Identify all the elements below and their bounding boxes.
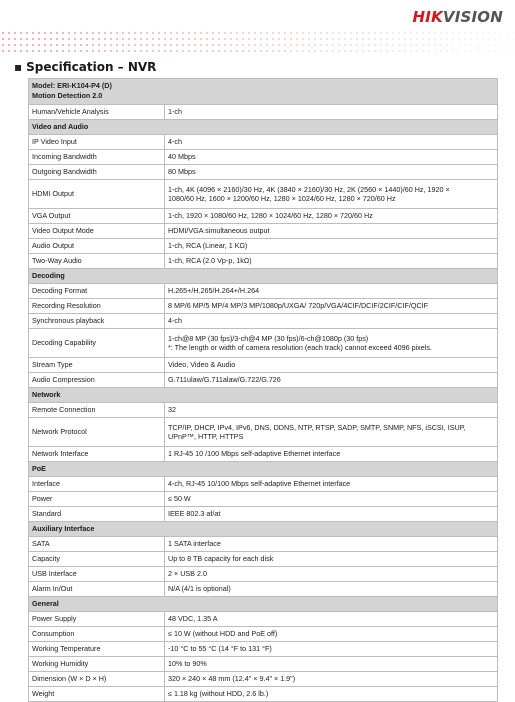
spec-value bbox=[165, 611, 498, 626]
spec-row-synchronous-playback bbox=[29, 313, 498, 328]
spec-label: Video Output Mode bbox=[29, 223, 165, 238]
spec-row-working-temperature bbox=[29, 641, 498, 656]
spec-value bbox=[165, 626, 498, 641]
spec-value bbox=[165, 551, 498, 566]
spec-row-outgoing-bandwidth bbox=[29, 164, 498, 179]
spec-value bbox=[165, 671, 498, 686]
spec-value bbox=[165, 566, 498, 581]
spec-value bbox=[165, 476, 498, 491]
spec-row-ip-video-input bbox=[29, 134, 498, 149]
spec-label: VGA Output bbox=[29, 208, 165, 223]
spec-value-line: 4-ch bbox=[168, 316, 182, 326]
hikvision-logo bbox=[413, 8, 503, 26]
section-header-decoding bbox=[29, 268, 498, 283]
spec-value bbox=[165, 402, 498, 417]
spec-label: HDMI Output bbox=[29, 179, 165, 208]
spec-value-line: 4-ch, RJ-45 10/100 Mbps self-adaptive Ethernet interface bbox=[168, 479, 351, 489]
spec-label: Synchronous playback bbox=[29, 313, 165, 328]
spec-value bbox=[165, 491, 498, 506]
spec-label: Recording Resolution bbox=[29, 298, 165, 313]
spec-value-line: 1-ch, 4K (4096 × 2160)/30 Hz, 4K (3840 × 2160)/30 Hz, 2K (2560 × 1440)/60 Hz, 1920 × bbox=[168, 184, 450, 194]
spec-value bbox=[165, 208, 498, 223]
spec-value bbox=[165, 686, 498, 701]
spec-value-line: 1-ch@8 MP (30 fps)/3-ch@4 MP (30 fps)/6-ch@1080p (30 fps) bbox=[168, 333, 369, 343]
spec-value bbox=[165, 372, 498, 387]
page-title bbox=[14, 60, 156, 74]
spec-value bbox=[165, 223, 498, 238]
spec-value bbox=[165, 417, 498, 446]
spec-row-sata bbox=[29, 536, 498, 551]
spec-row-human-vehicle-analysis bbox=[29, 104, 498, 119]
spec-row-remote-connection bbox=[29, 402, 498, 417]
spec-value bbox=[165, 506, 498, 521]
spec-value bbox=[165, 328, 498, 357]
spec-value bbox=[165, 357, 498, 372]
spec-value-line: 40 Mbps bbox=[168, 152, 196, 162]
spec-row-alarm-in-out bbox=[29, 581, 498, 596]
spec-value bbox=[165, 641, 498, 656]
spec-value bbox=[165, 149, 498, 164]
spec-row-working-humidity bbox=[29, 656, 498, 671]
spec-value bbox=[165, 446, 498, 461]
section-title: Auxiliary Interface bbox=[29, 521, 498, 536]
spec-label: Network Interface bbox=[29, 446, 165, 461]
spec-table bbox=[28, 78, 498, 702]
spec-row-power bbox=[29, 491, 498, 506]
spec-value-line: Up to 8 TB capacity for each disk bbox=[168, 554, 274, 564]
spec-row-network-protocol bbox=[29, 417, 498, 446]
spec-row-capacity bbox=[29, 551, 498, 566]
spec-label: Interface bbox=[29, 476, 165, 491]
spec-value-line: 1 SATA interface bbox=[168, 539, 221, 549]
spec-value-line: 48 VDC, 1.35 A bbox=[168, 614, 218, 624]
logo-part-2: VISION bbox=[442, 8, 503, 26]
spec-value bbox=[165, 134, 498, 149]
spec-value-line: TCP/IP, DHCP, IPv4, IPv6, DNS, DDNS, NTP, RTSP, SADP, SMTP, SNMP, NFS, iSCSI, ISUP, bbox=[168, 422, 466, 432]
spec-value bbox=[165, 536, 498, 551]
spec-row-recording-resolution bbox=[29, 298, 498, 313]
spec-label: Incoming Bandwidth bbox=[29, 149, 165, 164]
spec-label: Alarm In/Out bbox=[29, 581, 165, 596]
spec-label: Two-Way Audio bbox=[29, 253, 165, 268]
spec-table-body bbox=[29, 79, 498, 702]
spec-row-usb-interface bbox=[29, 566, 498, 581]
spec-label: Audio Output bbox=[29, 238, 165, 253]
spec-label: Audio Compression bbox=[29, 372, 165, 387]
spec-value-line: IEEE 802.3 af/at bbox=[168, 509, 221, 519]
spec-value-line: Video, Video & Audio bbox=[168, 360, 236, 370]
spec-value-line: HDMI/VGA simultaneous output bbox=[168, 226, 270, 236]
spec-value bbox=[165, 104, 498, 119]
spec-label: Standard bbox=[29, 506, 165, 521]
spec-value bbox=[165, 253, 498, 268]
spec-row-two-way-audio bbox=[29, 253, 498, 268]
spec-label: Human/Vehicle Analysis bbox=[29, 104, 165, 119]
spec-row-vga-output bbox=[29, 208, 498, 223]
spec-value-line: 2 × USB 2.0 bbox=[168, 569, 207, 579]
section-header-poe bbox=[29, 461, 498, 476]
spec-label: Power Supply bbox=[29, 611, 165, 626]
spec-label: Consumption bbox=[29, 626, 165, 641]
spec-row-consumption bbox=[29, 626, 498, 641]
spec-row-power-supply bbox=[29, 611, 498, 626]
spec-value-line: 1-ch, RCA (Linear, 1 KΩ) bbox=[168, 241, 248, 251]
spec-value-line: 4-ch bbox=[168, 137, 182, 147]
spec-value bbox=[165, 581, 498, 596]
logo-part-1: HIK bbox=[412, 8, 443, 26]
spec-row-incoming-bandwidth bbox=[29, 149, 498, 164]
section-title: PoE bbox=[29, 461, 498, 476]
spec-value-line: 10% to 90% bbox=[168, 659, 207, 669]
spec-label: Weight bbox=[29, 686, 165, 701]
spec-label: Working Temperature bbox=[29, 641, 165, 656]
dotted-banner-decoration bbox=[0, 30, 515, 52]
spec-value-line: G.711ulaw/G.711alaw/G.722/G.726 bbox=[168, 375, 281, 385]
spec-value-line: 1-ch, RCA (2.0 Vp-p, 1kΩ) bbox=[168, 256, 252, 266]
spec-label: IP Video Input bbox=[29, 134, 165, 149]
spec-value-line: 80 Mbps bbox=[168, 167, 196, 177]
section-title: General bbox=[29, 596, 498, 611]
spec-row-video-output-mode bbox=[29, 223, 498, 238]
spec-row-dimension-w-d-h bbox=[29, 671, 498, 686]
spec-label: Capacity bbox=[29, 551, 165, 566]
spec-value-line: 1-ch bbox=[168, 107, 182, 117]
spec-row-decoding-format bbox=[29, 283, 498, 298]
model-subtitle: Motion Detection 2.0 bbox=[32, 91, 103, 101]
bullet-icon: ▪ bbox=[14, 60, 23, 74]
spec-value-line: UPnP™, HTTP, HTTPS bbox=[168, 431, 244, 441]
spec-label: USB Interface bbox=[29, 566, 165, 581]
section-header-auxiliary-interface bbox=[29, 521, 498, 536]
spec-label: Dimension (W × D × H) bbox=[29, 671, 165, 686]
spec-value bbox=[165, 283, 498, 298]
spec-label: Working Humidity bbox=[29, 656, 165, 671]
spec-value bbox=[165, 656, 498, 671]
spec-value-line: N/A (4/1 is optional) bbox=[168, 584, 231, 594]
spec-value bbox=[165, 313, 498, 328]
spec-value bbox=[165, 238, 498, 253]
spec-row-hdmi-output bbox=[29, 179, 498, 208]
spec-value-line: 1-ch, 1920 × 1080/60 Hz, 1280 × 1024/60 Hz, 1280 × 720/60 Hz bbox=[168, 211, 373, 221]
spec-row-standard bbox=[29, 506, 498, 521]
section-title: Video and Audio bbox=[29, 119, 498, 134]
section-title: Decoding bbox=[29, 268, 498, 283]
spec-value bbox=[165, 298, 498, 313]
spec-value-line: *: The length or width of camera resolution (each track) cannot exceed 4096 pixels. bbox=[168, 342, 432, 352]
model-name: Model: ERI-K104-P4 (D) bbox=[32, 81, 112, 90]
spec-row-audio-output bbox=[29, 238, 498, 253]
spec-value-line: ≤ 10 W (without HDD and PoE off) bbox=[168, 629, 278, 639]
spec-label: SATA bbox=[29, 536, 165, 551]
spec-label: Outgoing Bandwidth bbox=[29, 164, 165, 179]
spec-label: Network Protocol bbox=[29, 417, 165, 446]
spec-row-weight bbox=[29, 686, 498, 701]
section-header-network bbox=[29, 387, 498, 402]
spec-row-audio-compression bbox=[29, 372, 498, 387]
model-cell bbox=[29, 79, 498, 105]
spec-value-line: 32 bbox=[168, 405, 176, 415]
spec-value-line: 1080/60 Hz, 1600 × 1200/60 Hz, 1280 × 1024/60 Hz, 1280 × 720/60 Hz bbox=[168, 193, 396, 203]
spec-value-line: 1 RJ-45 10 /100 Mbps self-adaptive Ethernet interface bbox=[168, 449, 341, 459]
section-title: Network bbox=[29, 387, 498, 402]
spec-row-interface bbox=[29, 476, 498, 491]
spec-label: Decoding Capability bbox=[29, 328, 165, 357]
spec-value-line: 320 × 240 × 48 mm (12.4" × 9.4" × 1.9") bbox=[168, 674, 296, 684]
spec-value bbox=[165, 179, 498, 208]
spec-label: Decoding Format bbox=[29, 283, 165, 298]
spec-value-line: H.265+/H.265/H.264+/H.264 bbox=[168, 286, 260, 296]
spec-label: Stream Type bbox=[29, 357, 165, 372]
spec-value-line: ≤ 1.18 kg (without HDD, 2.6 lb.) bbox=[168, 689, 269, 699]
spec-row-network-interface bbox=[29, 446, 498, 461]
spec-value-line: -10 °C to 55 °C (14 °F to 131 °F) bbox=[168, 644, 272, 654]
spec-label: Power bbox=[29, 491, 165, 506]
page-title-text: Specification – NVR bbox=[26, 60, 157, 74]
spec-value bbox=[165, 164, 498, 179]
section-header-video-and-audio bbox=[29, 119, 498, 134]
model-row bbox=[29, 79, 498, 105]
spec-value-line: ≤ 50 W bbox=[168, 494, 191, 504]
section-header-general bbox=[29, 596, 498, 611]
spec-value-line: 8 MP/6 MP/5 MP/4 MP/3 MP/1080p/UXGA/ 720p/VGA/4CIF/DCIF/2CIF/CIF/QCIF bbox=[168, 301, 429, 311]
spec-row-decoding-capability bbox=[29, 328, 498, 357]
spec-row-stream-type bbox=[29, 357, 498, 372]
spec-label: Remote Connection bbox=[29, 402, 165, 417]
